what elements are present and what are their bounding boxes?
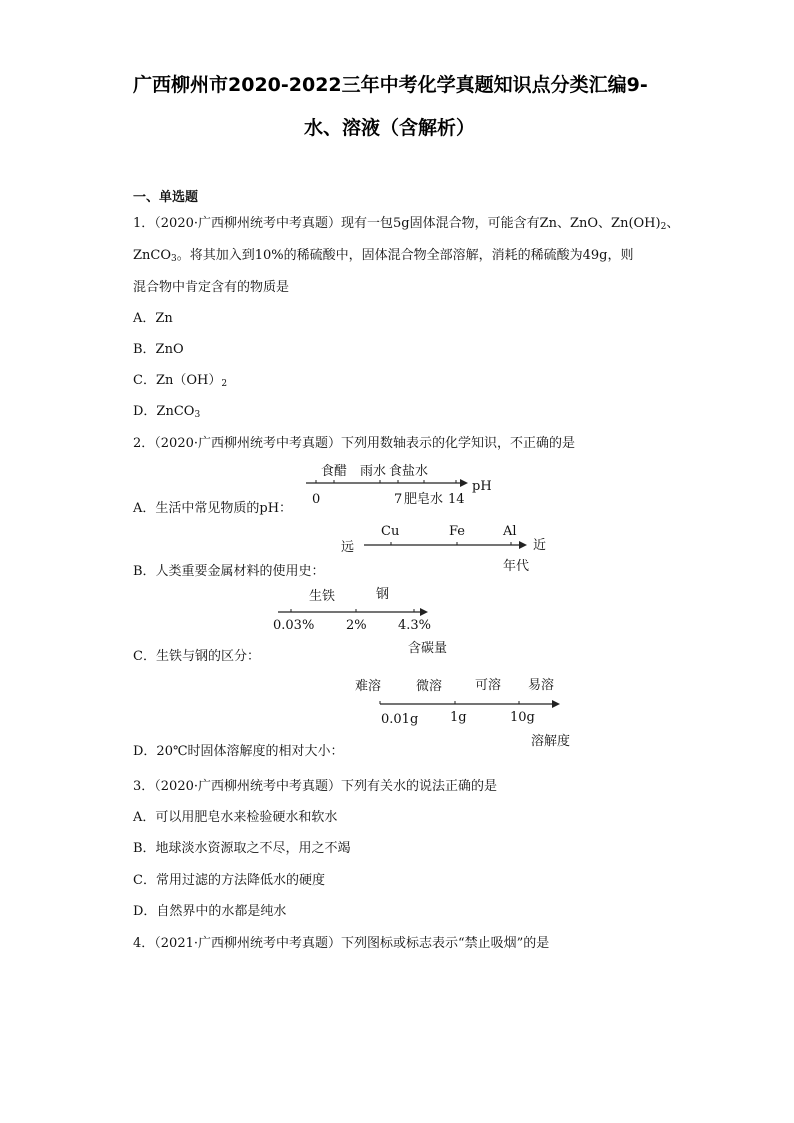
q3-option-a: A．可以用肥皂水来检验硬水和软水	[133, 810, 338, 825]
solubility-label-insoluble: 难溶	[355, 679, 382, 694]
page-title-line2: 水、溶液（含解析）	[304, 117, 476, 139]
carbon-label-steel: 钢	[376, 587, 390, 602]
ph-axis-diagram	[300, 460, 520, 510]
metal-axis-end: 近	[533, 538, 547, 553]
metal-axis-start: 远	[341, 540, 355, 555]
q2-option-d: D．20℃时固体溶解度的相对大小：	[133, 744, 344, 759]
solubility-axis-diagram	[350, 672, 590, 752]
ph-tick-label-7: 7	[394, 492, 403, 507]
solubility-axis-unit: 溶解度	[531, 734, 571, 749]
carbon-tick-label-2: 2%	[346, 618, 367, 633]
carbon-axis-arrow	[420, 608, 428, 616]
metal-label-al: Al	[503, 524, 517, 539]
ph-label-vinegar: 食醋	[321, 464, 348, 479]
solubility-tick-label-0-01g: 0.01g	[381, 712, 419, 727]
q3-option-c: C．常用过滤的方法降低水的硬度	[133, 873, 325, 888]
q3-stem: 3．（2020·广西柳州统考中考真题）下列有关水的说法正确的是	[133, 779, 497, 794]
q1-option-a: A．Zn	[133, 311, 173, 326]
q2-option-c: C．生铁与钢的区分：	[133, 649, 260, 664]
section-heading: 一、单选题	[133, 190, 199, 205]
q1-stem-line2: ZnCO$_3$。将其加入到10%的稀硫酸中，固体混合物全部溶解，消耗的稀硫酸为49g，则	[133, 248, 634, 264]
carbon-tick-label-0-03: 0.03%	[273, 618, 315, 633]
ph-axis-unit: pH	[472, 479, 492, 494]
carbon-tick-label-4-3: 4.3%	[398, 618, 432, 633]
ph-label-soapwater: 肥皂水	[404, 492, 444, 507]
page-title-line1: 广西柳州市2020-2022三年中考化学真题知识点分类汇编9-	[133, 74, 648, 96]
metal-axis-arrow	[519, 541, 527, 549]
q1-option-d: D．ZnCO$_3$	[133, 404, 201, 420]
metal-history-axis-diagram	[330, 516, 570, 578]
q2-stem: 2．（2020·广西柳州统考中考真题）下列用数轴表示的化学知识，不正确的是	[133, 436, 575, 451]
solubility-label-soluble: 可溶	[475, 678, 502, 693]
q4-stem: 4．（2021·广西柳州统考中考真题）下列图标或标志表示“禁止吸烟”的是	[133, 936, 550, 951]
q1-option-b: B．ZnO	[133, 342, 184, 357]
solubility-label-slightly: 微溶	[416, 679, 443, 694]
solubility-axis-arrow	[552, 700, 560, 708]
q1-option-c: C．$Zn(OH)_2$	[133, 373, 228, 389]
carbon-label-pig-iron: 生铁	[309, 589, 336, 604]
solubility-tick-label-10g: 10g	[510, 710, 535, 725]
solubility-tick-label-1g: 1g	[450, 710, 467, 725]
q3-option-b: B．地球淡水资源取之不尽，用之不竭	[133, 841, 351, 856]
q1-stem-line1: 1．（2020·广西柳州统考中考真题）现有一包5g固体混合物，可能含有Zn、ZnO、$Zn(OH)_2$、	[133, 216, 680, 232]
metal-label-fe: Fe	[449, 524, 466, 539]
q1-stem-line3: 混合物中肯定含有的物质是	[133, 280, 290, 295]
ph-label-rain: 雨水	[360, 464, 387, 479]
solubility-label-very: 易溶	[528, 678, 555, 693]
metal-label-cu: Cu	[381, 524, 400, 539]
q3-option-d: D．自然界中的水都是纯水	[133, 904, 287, 919]
ph-tick-label-14: 14	[448, 492, 465, 507]
carbon-content-axis-diagram	[270, 584, 470, 658]
carbon-axis-unit: 含碳量	[408, 641, 448, 656]
ph-tick-label-0: 0	[312, 492, 321, 507]
ph-label-saltwater: 食盐水	[389, 464, 429, 479]
ph-axis-arrow	[460, 479, 468, 487]
q2-option-a: A．生活中常见物质的pH：	[133, 501, 293, 516]
metal-axis-unit: 年代	[503, 559, 530, 574]
q2-option-b: B．人类重要金属材料的使用史：	[133, 564, 325, 579]
